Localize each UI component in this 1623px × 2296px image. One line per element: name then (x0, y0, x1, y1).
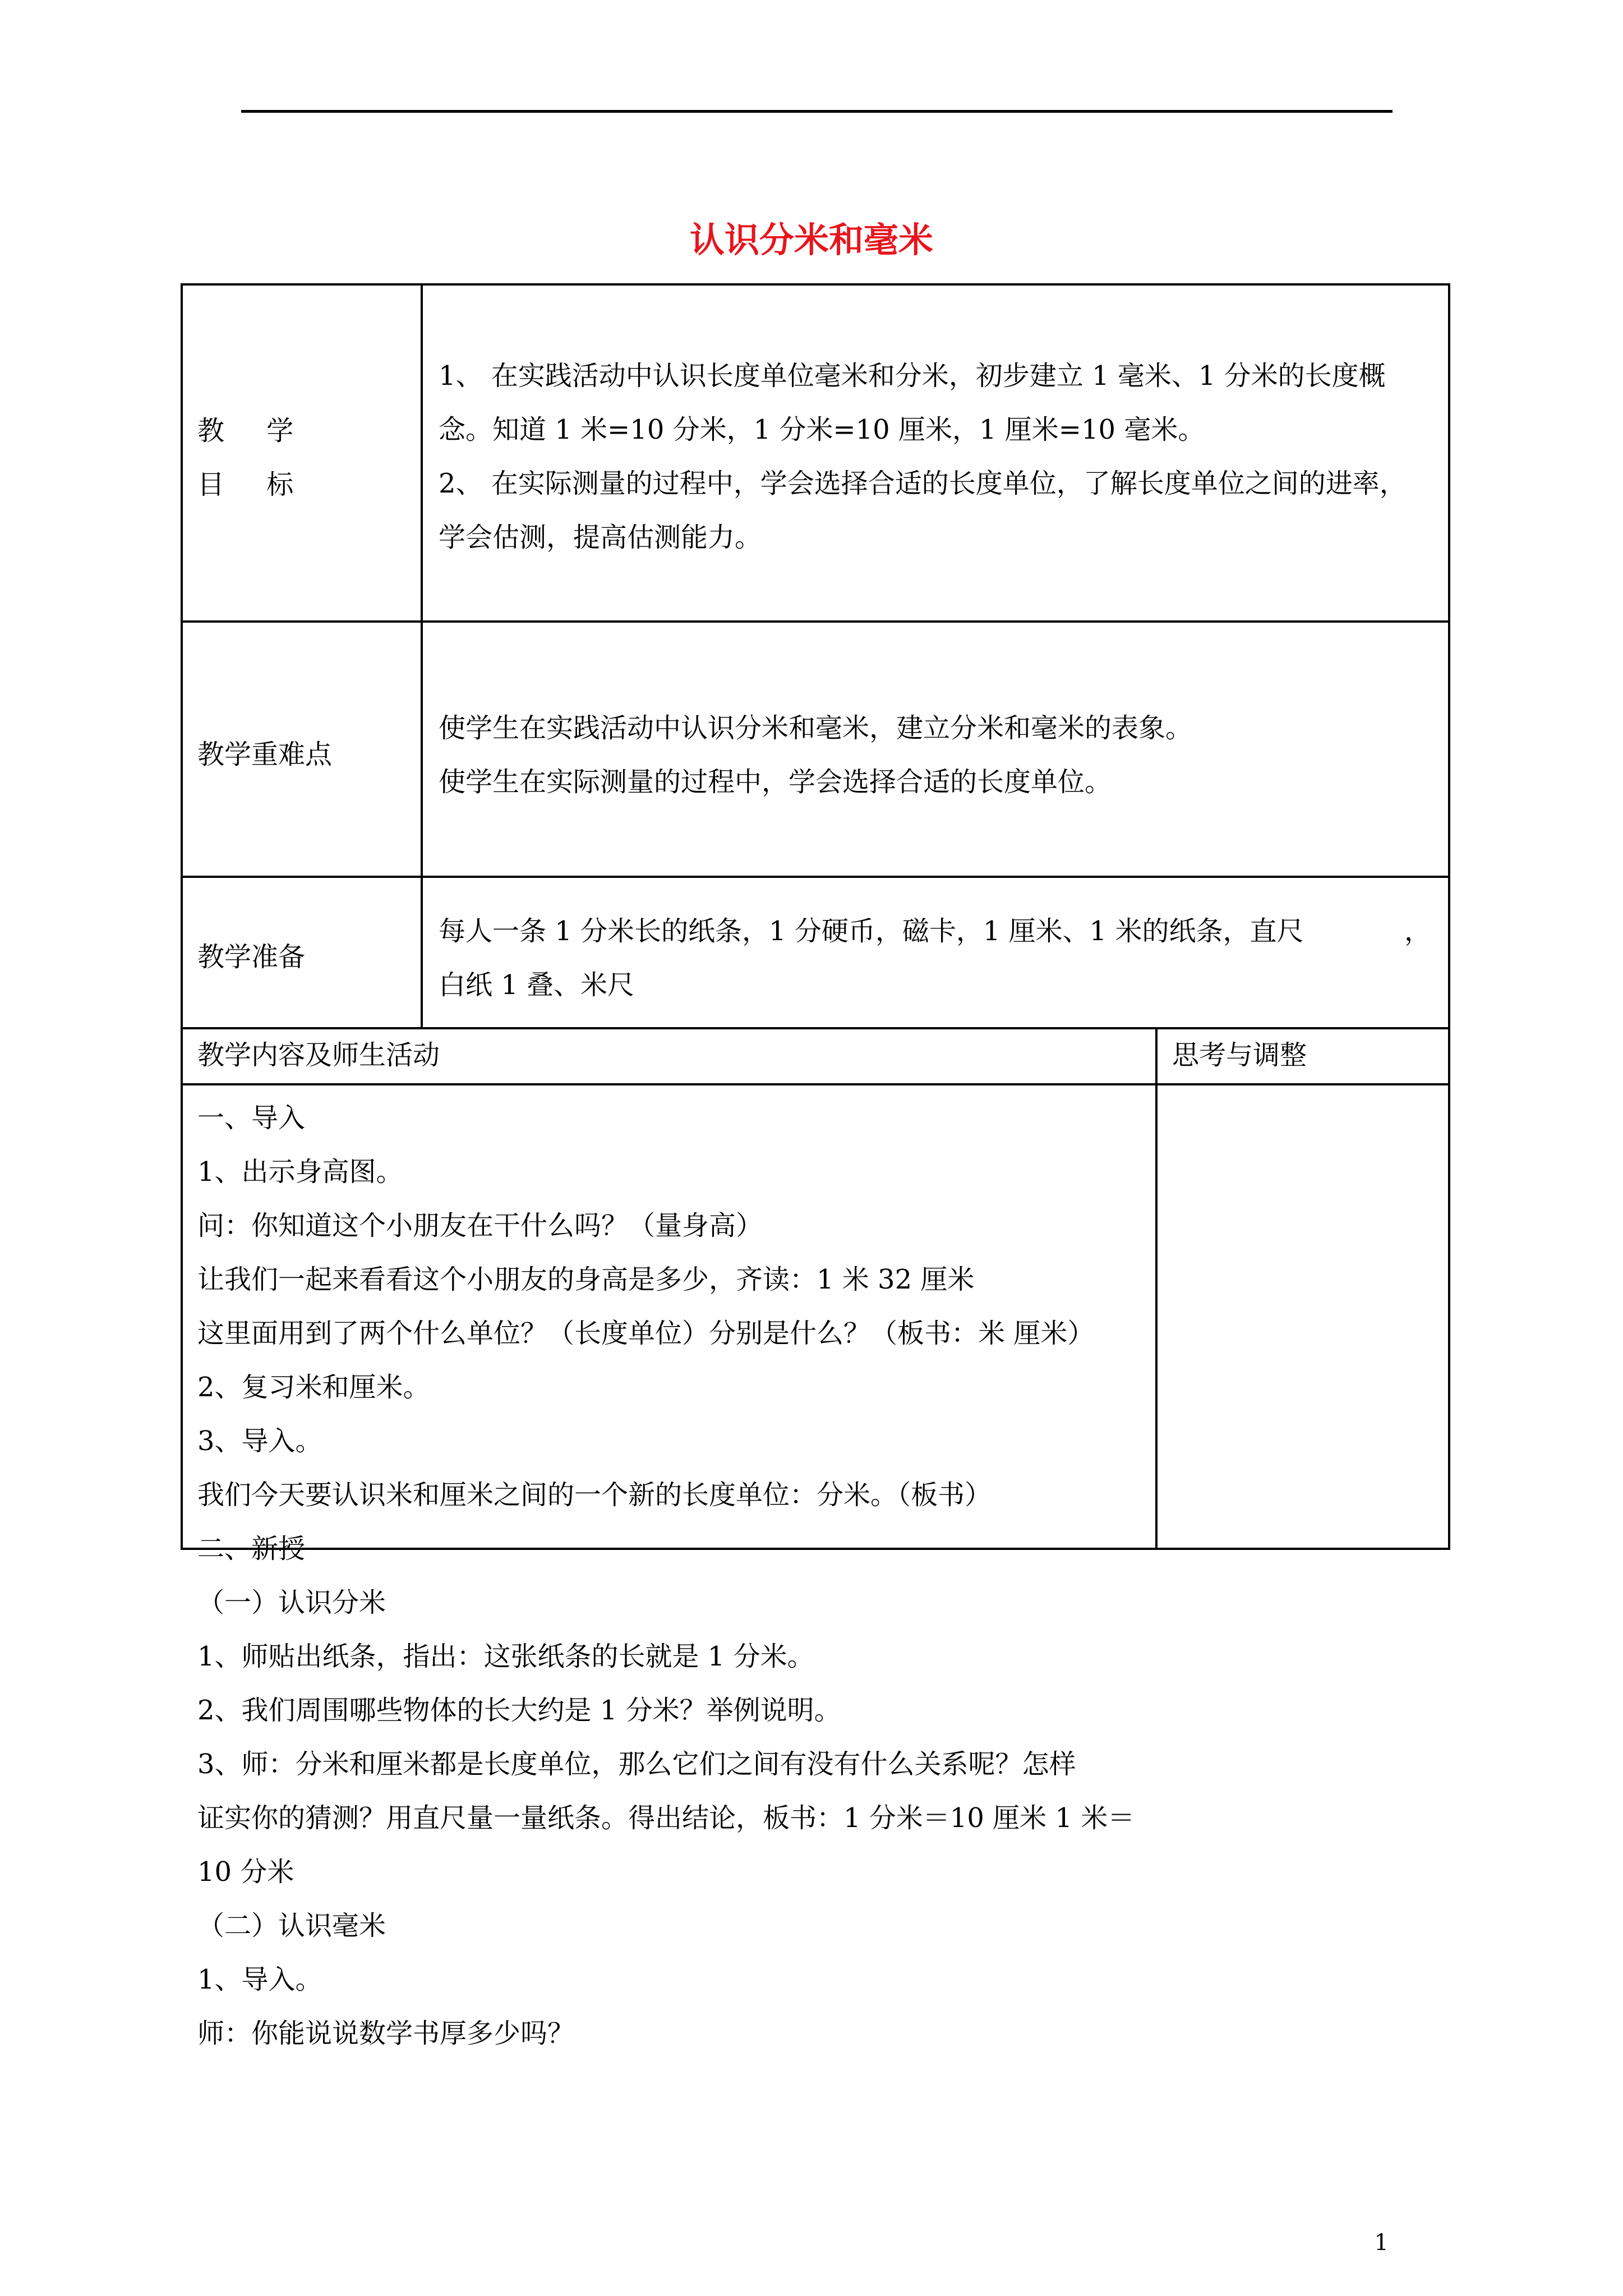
content-line: 二、新授 (197, 1533, 306, 1565)
objectives-line: 2、 在实际测量的过程中，学会选择合适的长度单位，了解长度单位之间的进率， (439, 468, 1407, 499)
content-line: 3、导入。 (197, 1425, 322, 1457)
content-column-header: 教学内容及师生活动 (197, 1039, 440, 1071)
lesson-content (197, 1091, 1135, 2060)
preparation-text (439, 904, 1431, 1012)
key-points-text (439, 701, 1192, 809)
objectives-text (439, 349, 1407, 564)
content-line: 我们今天要认识米和厘米之间的一个新的长度单位：分米。（板书） (197, 1479, 992, 1511)
content-line: 2、复习米和厘米。 (197, 1372, 430, 1403)
preparation-line (439, 904, 1431, 958)
objectives-label-line: 教 学 (197, 415, 311, 447)
content-line: （一）认识分米 (197, 1587, 386, 1618)
content-line: 让我们一起来看看这个小朋友的身高是多少，齐读：1 米 32 厘米 (197, 1264, 975, 1295)
preparation-label: 教学准备 (197, 941, 306, 973)
objectives-label-line: 目 标 (197, 469, 311, 500)
row-divider (181, 1083, 1450, 1085)
key-points-line: 使学生在实践活动中认识分米和毫米，建立分米和毫米的表象。 (439, 712, 1193, 744)
objectives-line: 1、 在实践活动中认识长度单位毫米和分米，初步建立 1 毫米、1 分米的长度概 (439, 360, 1386, 392)
objectives-line: 念。知道 1 米=10 分米，1 分米=10 厘米，1 厘米=10 毫米。 (439, 414, 1205, 445)
preparation-line-end: ， (1404, 915, 1431, 947)
row-divider (181, 620, 1450, 623)
key-points-label: 教学重难点 (197, 739, 333, 770)
header-rule (241, 110, 1393, 113)
content-line: 10 分米 (197, 1856, 294, 1888)
content-line: 1、导入。 (197, 1964, 322, 1995)
content-line: 这里面用到了两个什么单位？（长度单位）分别是什么？（板书：米 厘米） (197, 1318, 1095, 1349)
content-line: 1、出示身高图。 (197, 1156, 403, 1188)
content-line: 师：你能说说数学书厚多少吗？ (197, 2018, 575, 2049)
preparation-line: 白纸 1 叠、米尺 (439, 969, 635, 1001)
page-title: 认识分米和毫米 (689, 219, 933, 260)
preparation-line-main: 每人一条 1 分米长的纸条，1 分硬币，磁卡，1 厘米、1 米的纸条，直尺 (439, 915, 1304, 947)
content-line: 3、师：分米和厘米都是长度单位，那么它们之间有没有什么关系呢？怎样 (197, 1749, 1076, 1780)
objectives-line: 学会估测，提高估测能力。 (439, 522, 762, 553)
label-column-divider (421, 283, 423, 1028)
objectives-label (197, 404, 310, 512)
row-divider (181, 876, 1450, 878)
page-number: 1 (1374, 2230, 1389, 2256)
content-line: 问：你知道这个小朋友在干什么吗？（量身高） (197, 1210, 763, 1241)
content-line: 2、我们周围哪些物体的长大约是 1 分米？举例说明。 (197, 1695, 841, 1726)
reflection-column-divider (1155, 1027, 1158, 1550)
reflection-column-header: 思考与调整 (1172, 1039, 1307, 1071)
content-line: 一、导入 (197, 1102, 306, 1134)
key-points-line: 使学生在实际测量的过程中，学会选择合适的长度单位。 (439, 766, 1112, 798)
content-line: 1、师贴出纸条，指出：这张纸条的长就是 1 分米。 (197, 1641, 814, 1672)
content-line: （二）认识毫米 (197, 1910, 386, 1941)
content-line: 证实你的猜测？用直尺量一量纸条。得出结论，板书：1 分米＝10 厘米 1 米＝ (197, 1802, 1135, 1834)
